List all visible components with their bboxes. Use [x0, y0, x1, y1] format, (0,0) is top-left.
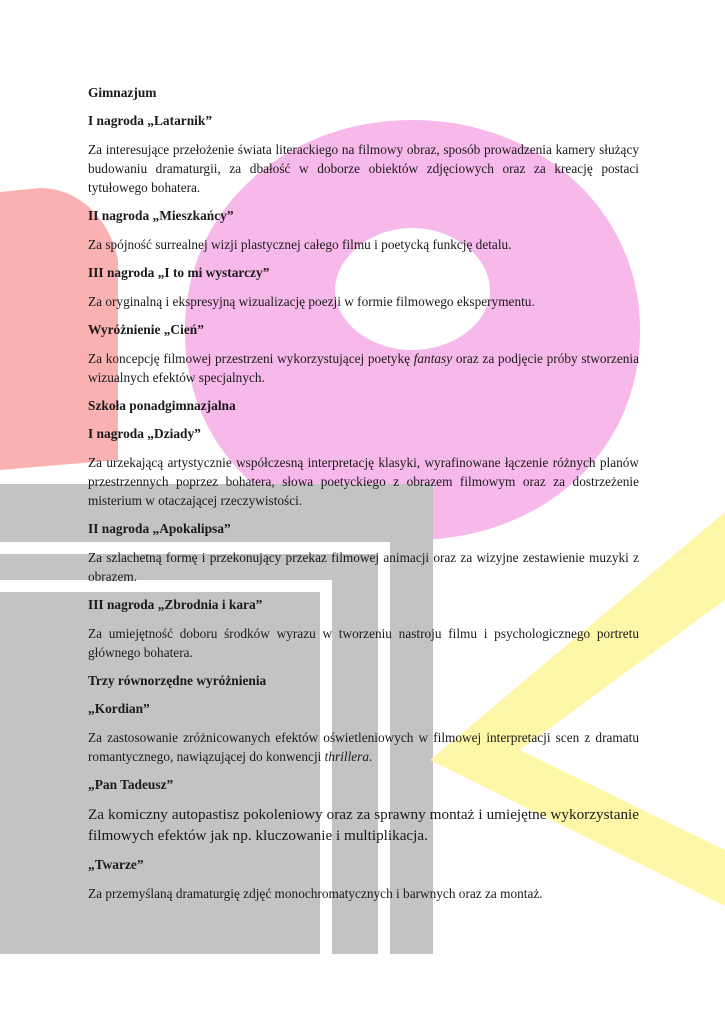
section-heading-ponadgimnazjalna: Szkoła ponadgimnazjalna — [88, 398, 236, 413]
award-heading-mieszkancy: II nagroda „Mieszkańcy” — [88, 208, 234, 223]
award-text-cien — [88, 349, 639, 387]
award-text-cien-part1: Za koncepcję filmowej przestrzeni wykorzystującej poetykę — [88, 351, 414, 366]
award-heading-latarnik: I nagroda „Latarnik” — [88, 113, 213, 128]
award-text-i-to-mi-wystarczy: Za oryginalną i ekspresyjną wizualizację poezji w formie filmowego eksperymentu. — [88, 294, 535, 309]
award-heading-zbrodnia-i-kara: III nagroda „Zbrodnia i kara” — [88, 597, 263, 612]
award-heading-dziady: I nagroda „Dziady” — [88, 426, 201, 441]
white-cover-bottom — [0, 954, 433, 1024]
award-text-twarze: Za przemyślaną dramaturgię zdjęć monochromatycznych i barwnych oraz za montaż. — [88, 886, 543, 901]
award-text-kordian — [88, 728, 639, 766]
award-text-pan-tadeusz: Za komiczny autopastisz pokoleniowy oraz za sprawny montaż i umiejętne wykorzystanie filmowych efektów jak np. kluczowanie i multiplikacja. — [88, 806, 639, 844]
award-text-dziady: Za urzekającą artystycznie współczesną interpretację klasyki, wyrafinowane łączenie różnych planów przestrzennych poprzez bohatera, słowa poetyckiego z obrazem filmowym oraz za dostrzeżenie misterium w otaczającej rzeczywistości. — [88, 455, 639, 508]
award-text-kordian-italic: thrillera — [324, 749, 369, 764]
document-body — [88, 84, 639, 913]
award-text-kordian-part1: Za zastosowanie zróżnicowanych efektów oświetleniowych w filmowej interpretacji scen z dramatu romantycznego, nawiązującej do konwencji — [88, 730, 639, 764]
award-text-mieszkancy: Za spójność surrealnej wizji plastycznej całego filmu i poetycką funkcję detalu. — [88, 237, 512, 252]
award-heading-kordian: „Kordian” — [88, 701, 150, 716]
award-text-zbrodnia-i-kara: Za umiejętność doboru środków wyrazu w tworzeniu nastroju filmu i psychologicznego portretu głównego bohatera. — [88, 626, 639, 660]
section-heading-wyroznienia: Trzy równorzędne wyróżnienia — [88, 673, 267, 688]
award-text-kordian-part2: . — [369, 749, 373, 764]
award-heading-twarze: „Twarze” — [88, 857, 144, 872]
award-text-apokalipsa: Za szlachetną formę i przekonujący przekaz filmowej animacji oraz za wizyjne zestawienie muzyki z obrazem. — [88, 550, 639, 584]
award-heading-pan-tadeusz: „Pan Tadeusz” — [88, 777, 174, 792]
section-heading-gimnazjum: Gimnazjum — [88, 85, 157, 100]
award-heading-cien: Wyróżnienie „Cień” — [88, 322, 204, 337]
award-heading-i-to-mi-wystarczy: III nagroda „I to mi wystarczy” — [88, 265, 270, 280]
award-text-latarnik: Za interesujące przełożenie świata literackiego na filmowy obraz, sposób prowadzenia kamery służący budowaniu dramaturgii, za dbałość w doborze obiektów zdjęciowych oraz za kreację postaci tytułowego bohatera. — [88, 142, 639, 195]
award-text-cien-italic: fantasy — [413, 351, 453, 366]
award-heading-apokalipsa: II nagroda „Apokalipsa” — [88, 521, 231, 536]
award-text-cien-part2: oraz za podjęcie próby stworzenia wizualnych efektów specjalnych. — [88, 351, 639, 385]
